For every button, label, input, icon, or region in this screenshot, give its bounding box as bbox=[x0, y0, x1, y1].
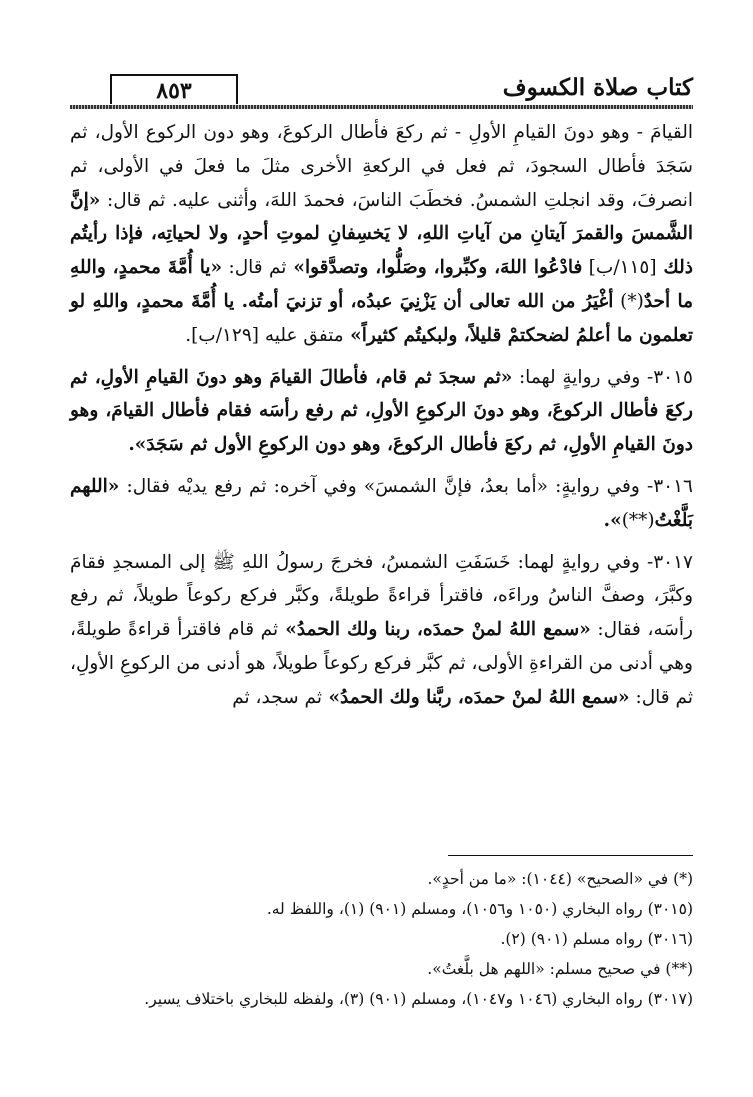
page-number: ٨٥٣ bbox=[110, 74, 238, 104]
main-text bbox=[70, 116, 693, 715]
footnote-marker: (**) bbox=[621, 509, 655, 531]
hadith-text: «ثم سجدَ ثم قام، فأطالَ القيامَ وهو دونَ القيامِ الأولِ، ثم ركعَ فأطال الركوعَ، وهو دونَ الركوعِ الأولِ، ثم رفع رأسَه فقام فأطال القيامَ، وهو دونَ القيامِ الأولِ، ثم ركعَ فأطال الركوعَ، وهو دون الركوعِ الأول ثم سَجَدَ». bbox=[70, 366, 693, 456]
book-title: كتاب صلاة الكسوف bbox=[502, 74, 693, 101]
footnote: (**) في صحيح مسلم: «اللهم هل بلَّغتُ». bbox=[427, 960, 693, 978]
hadith-number: ٣٠١٧- bbox=[639, 551, 693, 573]
text-segment: وفي آخره: ثم رفع يديْه فقال: bbox=[119, 475, 357, 497]
footnote: (*) في «الصحيح» (١٠٤٤): «ما من أحدٍ». bbox=[427, 870, 693, 888]
text-segment: وفي روايةٍ لهما: bbox=[512, 366, 641, 388]
hadith-text: فادْعُوا اللهَ، وكبِّروا، وصَلُّوا، وتصدَّقوا» bbox=[286, 257, 583, 279]
footnote-divider bbox=[448, 855, 693, 856]
paragraph-3017 bbox=[70, 546, 693, 715]
hadith-text: «اللهم بَلَّغْتُ bbox=[70, 475, 693, 531]
page-header bbox=[70, 72, 693, 106]
hadith-text: «سمع اللهُ لمنْ حمدَه، ربَّنا ولك الحمدُ» bbox=[322, 686, 630, 708]
text-segment: القيامَ - وهو دونَ القيامِ الأولِ - ثم ركعَ فأطال الركوعَ، وهو دون الركوع الأول، ثم سَجَدَ فأطال السجودَ، ثم فعل في الركعةِ الأخرى مثلَ ما فعلَ في الأولى، ثم انصرفَ، وقد انجلتِ الشمسُ. فخطَبَ الناسَ، فحمدَ اللهَ، وأثنى عليه. ثم قال: bbox=[70, 122, 693, 211]
hadith-text: «سمع اللهُ لمنْ حمدَه، ربنا ولك الحمدُ» bbox=[278, 619, 591, 641]
manuscript-ref: [١١٥/ب] bbox=[582, 257, 657, 279]
footnotes bbox=[70, 864, 693, 1014]
footnote-marker: (*) bbox=[613, 290, 644, 312]
text-segment: وفي روايةٍ: bbox=[548, 475, 640, 497]
hadith-text: «إنَّ الشَّمسَ والقمرَ آيتانِ من آياتِ اللهِ، لا يَخسِفانِ لموتِ أحدٍ، ولا لحياتِه، فإذا رأيتُم ذلك bbox=[70, 189, 693, 279]
footnote: (٣٠١٦) رواه مسلم (٩٠١) (٢). bbox=[500, 930, 693, 948]
source-note: متفق عليه [١٢٩/ب]. bbox=[185, 324, 344, 346]
hadith-number: ٣٠١٦- bbox=[639, 475, 693, 497]
text-segment: «أما بعدُ، فإنَّ الشمسَ» bbox=[356, 475, 548, 497]
paragraph-3015 bbox=[70, 361, 693, 462]
hadith-text: أغْيَرُ من الله تعالى أن يَزْنِيَ عبدُه، أو تزنيَ أمتُه. يا أُمَّةَ محمدٍ، واللهِ لو تعلمون ما أعلمُ لضحكتمْ قليلاً، ولبكيتُم كثيراً» bbox=[70, 290, 693, 346]
text-segment: ثم سجد، ثم bbox=[232, 686, 323, 708]
header-rule-left bbox=[70, 105, 110, 109]
hadith-text: «يا أُمَّةَ محمدٍ، واللهِ ما أحدٌ bbox=[70, 257, 693, 312]
text-segment: ثم قام فاقترأ قراءةً طويلةً، وهي أدنى من القراءةِ الأولى، ثم كبَّر فركع ركوعاً طويلاً، هو أدنى من الركوعِ الأولِ، ثم قال: bbox=[70, 619, 693, 708]
hadith-text: ». bbox=[603, 509, 622, 531]
text-segment: ثم قال: bbox=[222, 257, 287, 279]
paragraph-3016 bbox=[70, 470, 693, 538]
header-rule bbox=[110, 105, 693, 109]
text-segment: وفي روايةٍ لهما: خَسَفَتِ الشمسُ، فخرجَ رسولُ اللهِ ﷺ إلى المسجدِ فقامَ وكبَّرَ، وصفَّ الناسُ وراءَه، فاقترأ قراءةً طويلةً، وكبَّر فركع ركوعاً طويلاً، ثم رفع رأسَه، فقال: bbox=[70, 551, 693, 641]
hadith-number: ٣٠١٥- bbox=[640, 366, 693, 388]
footnote: (٣٠١٧) رواه البخاري (١٠٤٦ و١٠٤٧)، ومسلم (٩٠١) (٣)، ولفظه للبخاري باختلاف يسير. bbox=[144, 990, 693, 1008]
footnote: (٣٠١٥) رواه البخاري (١٠٥٠ و١٠٥٦)، ومسلم (٩٠١) (١)، واللفظ له. bbox=[266, 900, 693, 918]
paragraph-1 bbox=[70, 116, 693, 353]
